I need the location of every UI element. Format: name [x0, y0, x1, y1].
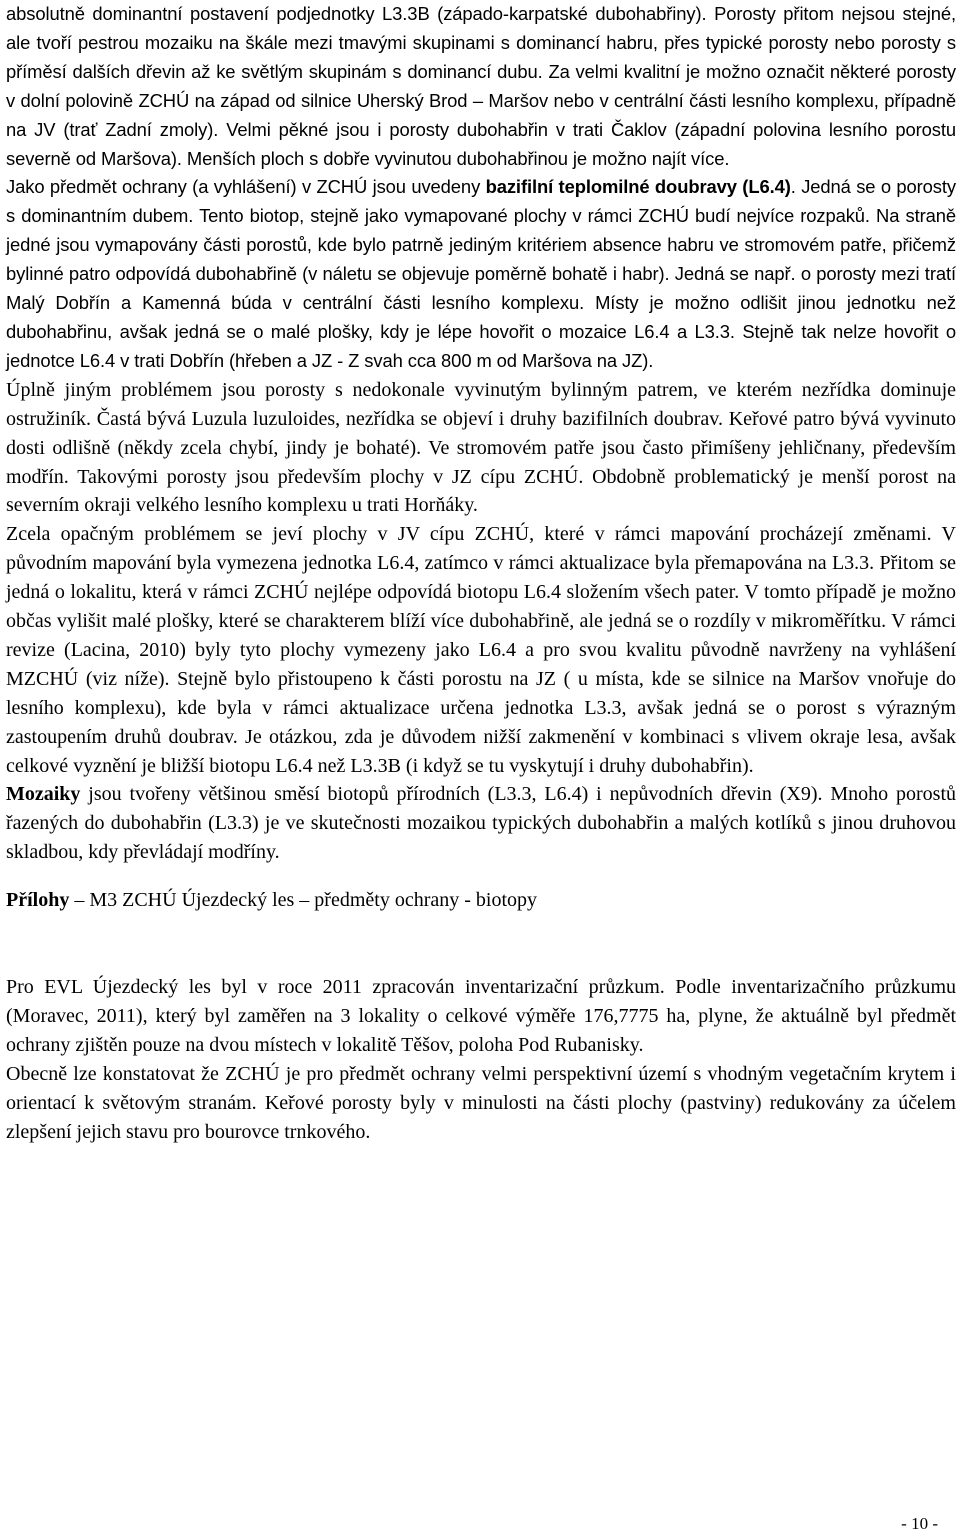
paragraph-text: absolutně dominantní postavení podjednotky L3.3B (západo-karpatské dubohabřiny). Porosty přitom nejsou stejné, ale tvoří pestrou mozaiku na škále mezi tmavými skupinami s dominancí habru, přes typické porosty nebo porosty s příměsí dalších dřevin až ke světlým skupinám s dominancí dubu. Za velmi kvalitní je možno označit některé porosty v dolní polovině ZCHÚ na západ od silnice Uherský Brod – Maršov nebo v centrální části lesního komplexu, případně na JV (trať Zadní zmoly). Velmi pěkné jsou i porosty dubohabřin v trati Čaklov (západní polovina lesního porostu severně od Maršova). Menších ploch s dobře vyvinutou dubohabřinou je možno najít více. — [6, 3, 956, 169]
paragraph-text: . Jedná se o porosty s dominantním dubem. Tento biotop, stejně jako vymapované plochy v rámci ZCHÚ budí nejvíce rozpaků. Na straně jedné jsou vymapovány části porostů, kde bylo patrně jediným kritériem absence habru ve stromovém patře, přičemž bylinné patro odpovídá dubohabřině (v náletu se objevuje poměrně bohatě i habr). Jedná se např. o porosty mezi tratí Malý Dobřín a Kamenná búda v centrální části lesního komplexu. Místy je možno odlišit jinou jednotku než dubohabřinu, avšak jedná se o malé plošky, kdy je lépe hovořit o mozaice L6.4 a L3.3. Stejně tak nelze hovořit o jednotce L6.4 v trati Dobřín (hřeben a JZ - Z svah cca 800 m od Maršova na JZ). — [6, 176, 956, 371]
paragraph-text: Pro EVL Újezdecký les byl v roce 2011 zpracován inventarizační průzkum. Podle inventarizačního průzkumu (Moravec, 2011), který byl zaměřen na 3 lokality o celkové výměře 176,7775 ha, plyne, že aktuálně byl předmět ochrany zjištěn pouze na dvou místech v lokalitě Těšov, poloha Pod Rubanisky. — [6, 976, 956, 1056]
bold-term: bazifilní teplomilné doubravy (L6.4) — [485, 176, 791, 198]
attachments-label: Přílohy — [6, 889, 70, 912]
paragraph-dubohabriny — [6, 0, 956, 173]
paragraph-text: Obecně lze konstatovat že ZCHÚ je pro předmět ochrany velmi perspektivní území s vhodným vegetačním krytem i orientací k světovým stranám. Keřové porosty byly v minulosti na části plochy (pastviny) redukovány za účelem zlepšení jejich stavu pro bourovce trnkového. — [6, 1062, 956, 1143]
paragraph-text: Jako předmět ochrany (a vyhlášení) v ZCHÚ jsou uvedeny — [6, 176, 486, 198]
paragraph-text: Zcela opačným problémem se jeví plochy v JV cípu ZCHÚ, které v rámci mapování procházejí změnami. V původním mapování byla vymezena jednotka L6.4, zatímco v rámci aktualizace byla přemapována na L3.3. Přitom se jedná o lokalitu, která v rámci ZCHÚ nejlépe odpovídá biotopu L6.4 složením všech pater. V tomto případě je možno občas vylišit malé plošky, které se charakterem blíží více dubohabřině, ale jedná se o rozdíly v mikroměřítku. V rámci revize (Lacina, 2010) byly tyto plochy vymezeny jako L6.4 a pro svou kvalitu původně navrženy na vyhlášení MZCHÚ (viz níže). Stejně bylo přistoupeno k části porostu na JZ ( u místa, kde se silnice na Maršov vnořuje do lesního komplexu), kde byla v rámci aktualizace určena jednotka L3.3, avšak jedná se o porost s výrazným zastoupením druhů doubrav. Je otázkou, zda je důvodem nižší zakmenění v kombinaci s vlivem okraje lesa, avšak celkové vyznění je bližší biotopu L6.4 než L3.3B (i když se tu vyskytují i druhy dubohabřin). — [6, 523, 956, 777]
paragraph-text: Úplně jiným problémem jsou porosty s nedokonale vyvinutým bylinným patrem, ve kterém nezřídka dominuje ostružiník. Častá bývá Luzula luzuloides, nezřídka se objeví i druhy bazifilních doubrav. Keřové patro bývá vyvinuto dosti odlišně (někdy zcela chybí, jindy je bohaté). Ve stromovém patře jsou často přimíšeny jehličnany, především modřín. Takovými porosty jsou především plochy v JZ cípu ZCHÚ. Obdobně problematický je menší porost na severním okraji velkého lesního komplexu u trati Horňáky. — [6, 378, 956, 517]
paragraph-mosaics — [6, 780, 956, 867]
paragraph-problem-stands — [6, 376, 956, 521]
paragraph-protected-subject — [6, 173, 956, 375]
bold-term: Mozaiky — [6, 783, 81, 806]
paragraph-opposite-problem — [6, 520, 956, 780]
paragraph-text: jsou tvořeny většinou směsí biotopů přírodních (L3.3, L6.4) i nepůvodních dřevin (X9). Mnoho porostů řazených do dubohabřin (L3.3) je ve skutečnosti mozaikou typických dubohabřin a malých kotlíků s jinou druhovou skladbou, kdy převládají modříny. — [6, 783, 956, 864]
attachments-text: – M3 ZCHÚ Újezdecký les – předměty ochrany - biotopy — [69, 889, 538, 912]
paragraph-evl — [6, 973, 956, 1060]
page-number: - 10 - — [901, 1514, 938, 1533]
document-page — [6, 0, 956, 1147]
attachments-line — [6, 886, 956, 915]
paragraph-conclusion — [6, 1060, 956, 1147]
